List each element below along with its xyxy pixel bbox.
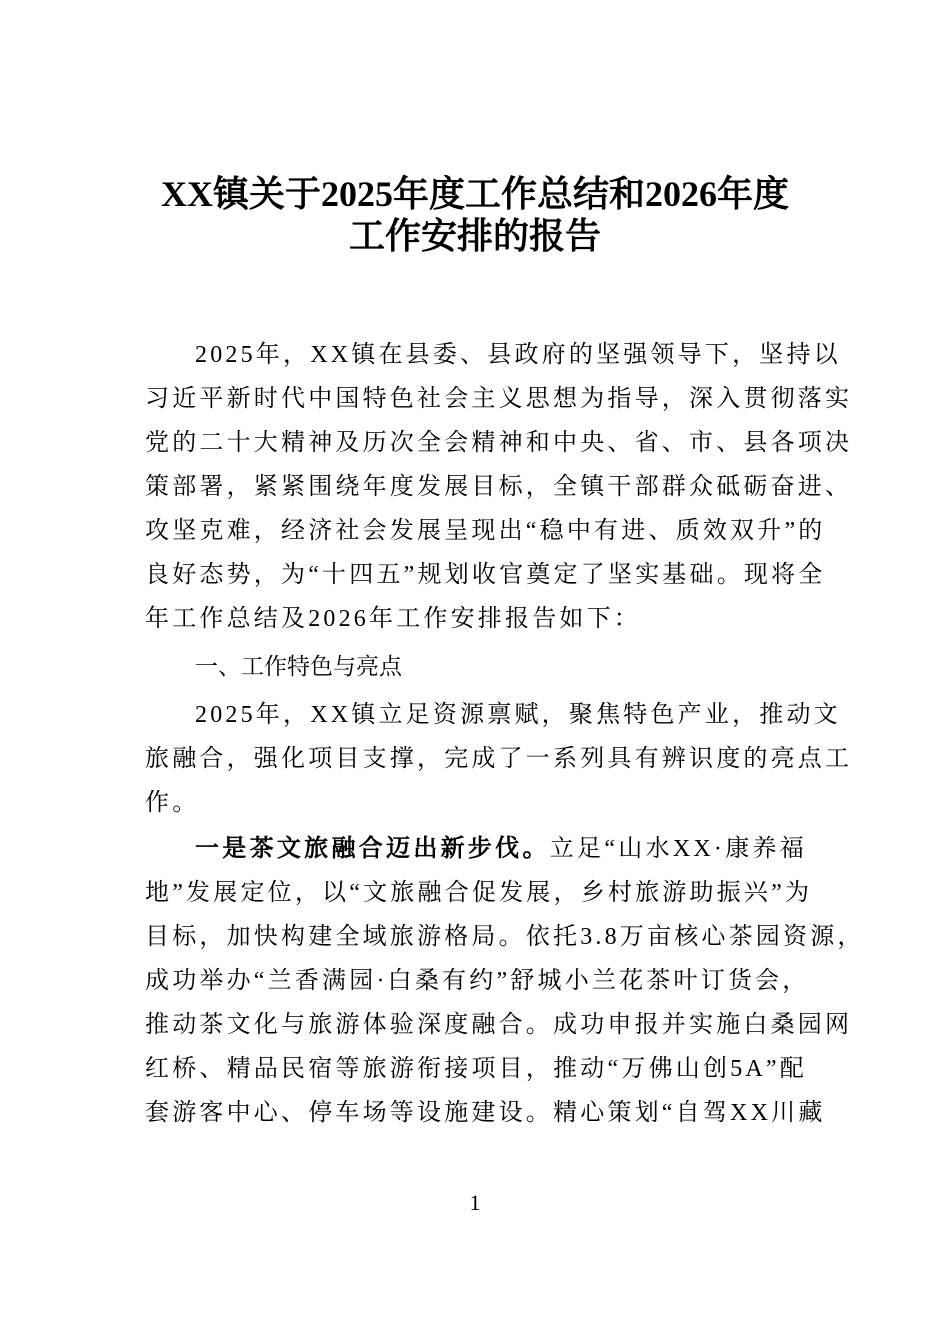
paragraph-line: [195, 834, 807, 864]
paragraph-line: 习近平新时代中国特色社会主义思想为指导，深入贯彻落实: [145, 386, 853, 412]
document-title-line-1: XX镇关于2025年度工作总结和2026年度: [161, 174, 789, 214]
page-number: 1: [469, 1190, 481, 1215]
paragraph-line: 攻坚克难，经济社会发展呈现出“稳中有进、质效双升”的: [145, 518, 826, 544]
paragraph-line: 地”发展定位，以“文旅融合促发展，乡村旅游助振兴”为: [145, 880, 813, 906]
paragraph-line: 年工作总结及2026年工作安排报告如下：: [145, 606, 641, 632]
paragraph-line: 目标，加快构建全域旅游格局。依托3.8万亩核心茶园资源，: [145, 924, 865, 950]
paragraph-line: 策部署，紧紧围绕年度发展目标，全镇干部群众砥砺奋进、: [145, 474, 853, 500]
paragraph-line: 红桥、精品民宿等旅游衔接项目，推动“万佛山创5A”配: [145, 1056, 807, 1082]
paragraph-line: 旅融合，强化项目支撑，完成了一系列具有辨识度的亮点工: [145, 746, 853, 772]
paragraph-line: 良好态势，为“十四五”规划收官奠定了坚实基础。现将全: [145, 562, 826, 588]
section-heading: 一、工作特色与亮点: [195, 654, 402, 680]
document-title-line-2: 工作安排的报告: [348, 216, 601, 256]
paragraph-line: 2025年，XX镇在县委、县政府的坚强领导下，坚持以: [195, 342, 841, 368]
paragraph-line: 推动茶文化与旅游体验深度融合。成功申报并实施白桑园网: [145, 1012, 853, 1038]
paragraph-line: 套游客中心、停车场等设施建设。精心策划“自驾XX川藏: [145, 1100, 826, 1126]
item-one-first-line-rest: 立足“山水XX·康养福: [549, 836, 807, 862]
paragraph-line: 2025年，XX镇立足资源禀赋，聚焦特色产业，推动文: [195, 702, 841, 728]
paragraph-line: 党的二十大精神及历次全会精神和中央、省、市、县各项决: [145, 430, 853, 456]
item-one-bold-lead: 一是茶文旅融合迈出新步伐。: [195, 836, 550, 862]
paragraph-line: 成功举办“兰香满园·白桑有约”舒城小兰花茶叶订货会，: [145, 968, 810, 994]
paragraph-line: 作。: [145, 790, 200, 816]
